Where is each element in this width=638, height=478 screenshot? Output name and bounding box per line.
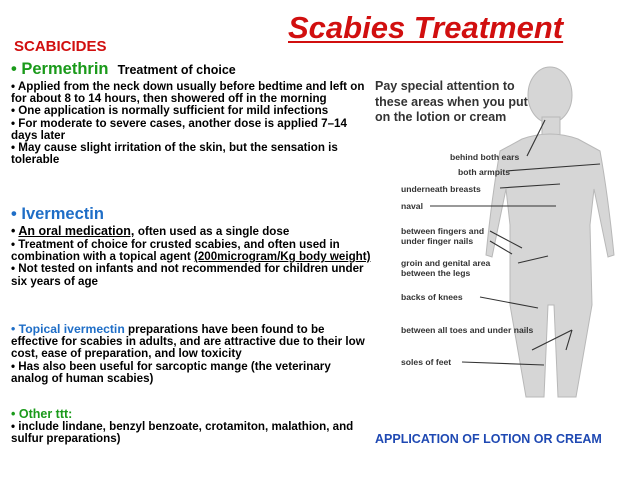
topical-mange: • Has also been useful for sarcoptic mange (the veterinary analog of human scabies) <box>11 359 331 385</box>
label-breasts: underneath breasts <box>401 184 481 194</box>
label-armpits: both armpits <box>458 167 511 177</box>
ivermectin-crusted: • Treatment of choice for crusted scabies, and often used in combination with a topical agent (200microgram/Kg body weight) <box>11 238 371 264</box>
section-header: SCABICIDES <box>14 38 107 55</box>
permethrin-heading: • Permethrin Treatment of choice <box>11 60 236 78</box>
ivermectin-infants: • Not tested on infants and not recommended for children under six years of age <box>11 262 364 288</box>
label-behind-ears: behind both ears <box>450 152 520 162</box>
label-fingers: between fingers and <box>401 226 485 236</box>
label-naval: naval <box>401 201 423 211</box>
label-soles: soles of feet <box>401 357 452 367</box>
permethrin-point: • May cause slight irritation of the skin, but the sensation is tolerable <box>11 141 338 167</box>
permethrin-point: • For moderate to severe cases, another dose is applied 7–14 days later <box>11 116 347 142</box>
other-heading: • Other ttt: <box>11 407 73 421</box>
permethrin-point: • Applied from the neck down usually before bedtime and left on for about 8 to 14 hours, then showered off in the morning <box>11 80 365 106</box>
page-title: Scabies Treatment <box>288 10 564 45</box>
label-toes: between all toes and under nails <box>401 325 534 335</box>
label-finger-nails: under finger nails <box>401 236 474 246</box>
ivermectin-dose: (200microgram/Kg body weight) <box>193 250 371 264</box>
label-groin: groin and genital area <box>401 258 491 268</box>
diagram-note: Pay special attention to these areas when you put on the lotion or cream <box>375 79 528 124</box>
permethrin-tag: Treatment of choice <box>117 63 236 77</box>
topical-text: • Topical ivermectin preparations have been found to be effective for scabies in adults, and are attractive due to their low cost, ease of preparation, and low toxicity <box>11 322 365 361</box>
permethrin-point: • One application is normally sufficient for mild infections <box>11 104 329 118</box>
label-between-legs: between the legs <box>401 268 471 278</box>
permethrin-name: Permethrin <box>21 60 109 78</box>
other-text: • include lindane, benzyl benzoate, crotamiton, malathion, and sulfur preparations) <box>11 420 354 446</box>
ivermectin-oral: • An oral medication, often used as a single dose <box>11 224 290 238</box>
application-caption: APPLICATION OF LOTION OR CREAM <box>375 432 602 446</box>
ivermectin-heading: • Ivermectin <box>11 205 104 223</box>
ivermectin-name: Ivermectin <box>21 205 104 223</box>
label-knees: backs of knees <box>401 292 463 302</box>
